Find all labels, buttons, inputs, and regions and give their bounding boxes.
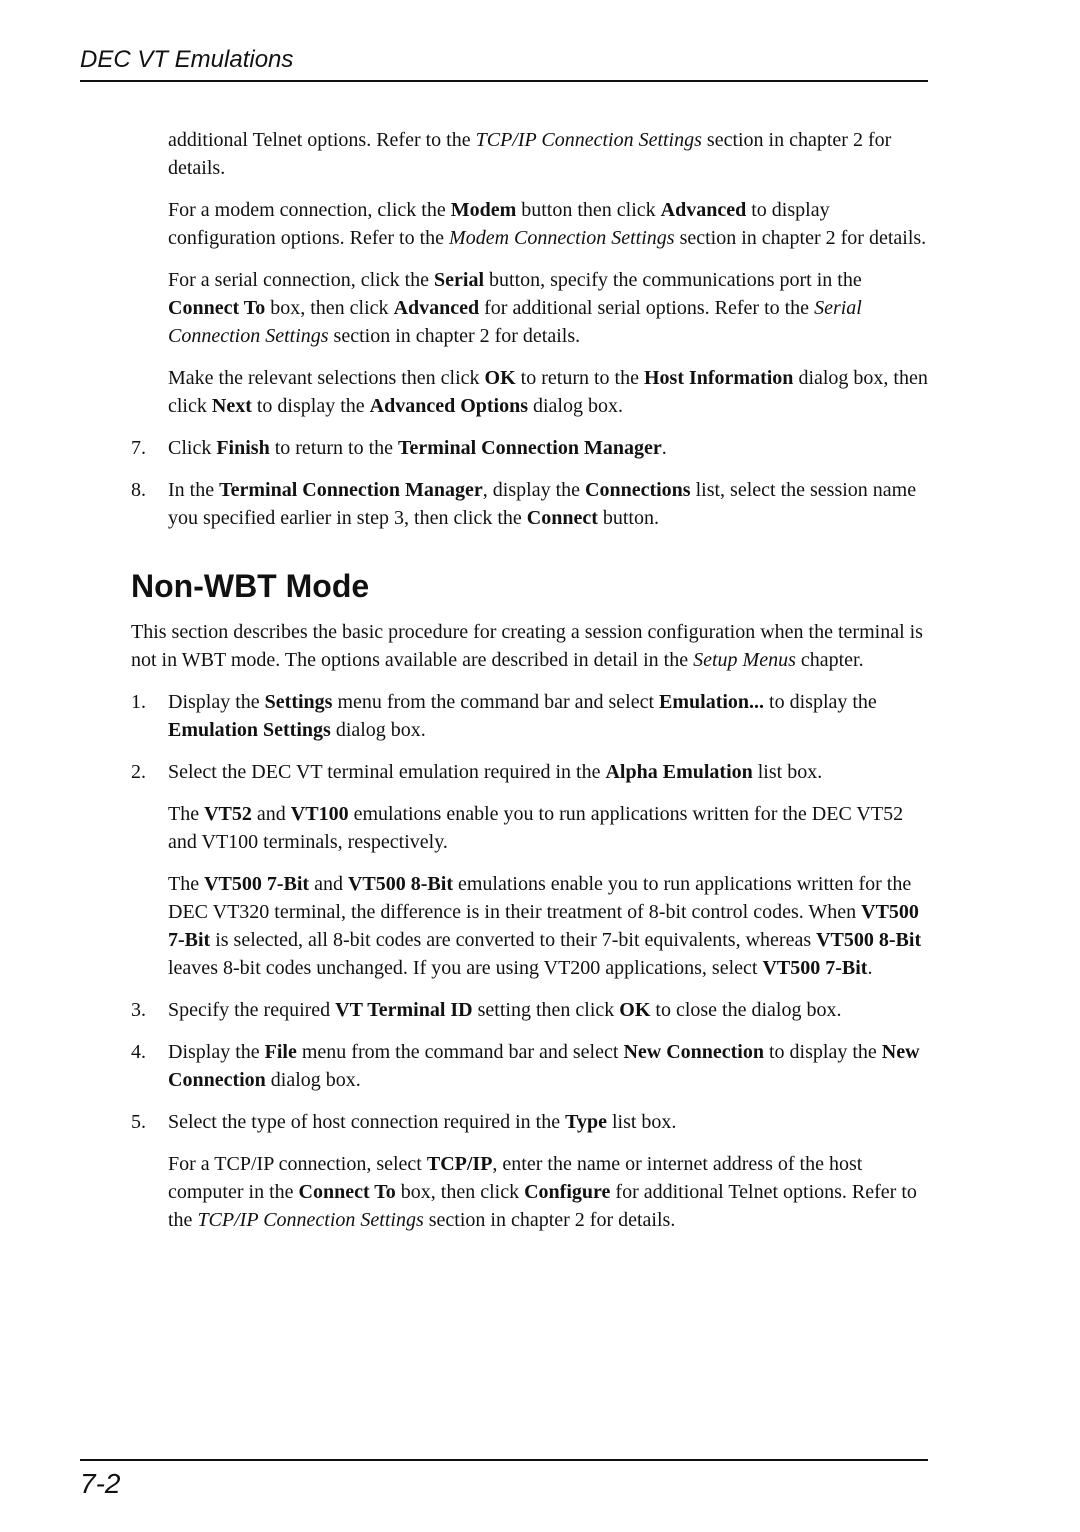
paragraph-serial-connection: For a serial connection, click the Serial button, specify the communications port in the Connect To box, then click Advanced for additional serial options. Refer to the Serial Connection Settings section in chapter 2 for details.	[168, 269, 862, 347]
paragraph-make-selections: Make the relevant selections then click OK to return to the Host Information dialog box, then click Next to display the Advanced Options dialog box.	[168, 367, 928, 417]
paragraph-vt500: The VT500 7-Bit and VT500 8-Bit emulations enable you to run applications written for the DEC VT320 terminal, the difference is in their treatment of 8-bit control codes. When VT500 7-Bit is selected, all 8-bit codes are converted to their 7-bit equivalents, whereas VT500 8-Bit leaves 8-bit codes unchanged. If you are using VT200 applications, select VT500 7-Bit.	[168, 873, 922, 979]
page-number: 7-2	[80, 1468, 121, 1499]
list-item-number: 8.	[131, 479, 146, 501]
list-item-step-7: 7. Click Finish to return to the Terminal Connection Manager.	[131, 434, 931, 462]
list-item-step-1: 1. Display the Settings menu from the command bar and select Emulation... to display the Emulation Settings dialog box.	[131, 688, 931, 744]
list-item-number: 5.	[131, 1111, 146, 1133]
paragraph-telnet-options: additional Telnet options. Refer to the TCP/IP Connection Settings section in chapter 2 for details.	[168, 129, 892, 179]
section-heading: Non-WBT Mode	[131, 568, 370, 604]
paragraph-modem-connection: For a modem connection, click the Modem button then click Advanced to display configuration options. Refer to the Modem Connection Settings section in chapter 2 for details.	[168, 199, 927, 249]
list-item-number: 2.	[131, 761, 146, 783]
page-content	[131, 126, 931, 1248]
list-item-step-8: 8. In the Terminal Connection Manager, display the Connections list, select the session name you specified earlier in step 3, then click the Connect button.	[131, 476, 931, 532]
header-rule	[80, 80, 928, 82]
footer-rule	[80, 1459, 928, 1461]
page-header-title: DEC VT Emulations	[80, 46, 294, 73]
list-item-step-4: 4. Display the File menu from the command bar and select New Connection to display the New Connection dialog box.	[131, 1038, 931, 1094]
paragraph-section-intro: This section describes the basic procedure for creating a session configuration when the terminal is not in WBT mode. The options available are described in detail in the Setup Menus chapter.	[131, 621, 923, 671]
list-item-number: 4.	[131, 1041, 146, 1063]
list-item-step-5: 5. Select the type of host connection required in the Type list box.	[131, 1108, 931, 1136]
paragraph-tcpip-connection: For a TCP/IP connection, select TCP/IP, enter the name or internet address of the host computer in the Connect To box, then click Configure for additional Telnet options. Refer to the TCP/IP Connection Settings section in chapter 2 for details.	[168, 1153, 917, 1231]
list-item-step-3: 3. Specify the required VT Terminal ID setting then click OK to close the dialog box.	[131, 996, 931, 1024]
list-item-number: 3.	[131, 999, 146, 1021]
paragraph-vt52-vt100: The VT52 and VT100 emulations enable you to run applications written for the DEC VT52 and VT100 terminals, respectively.	[168, 803, 904, 853]
list-item-step-2: 2. Select the DEC VT terminal emulation required in the Alpha Emulation list box.	[131, 758, 931, 786]
list-item-number: 7.	[131, 437, 146, 459]
list-item-number: 1.	[131, 691, 146, 713]
